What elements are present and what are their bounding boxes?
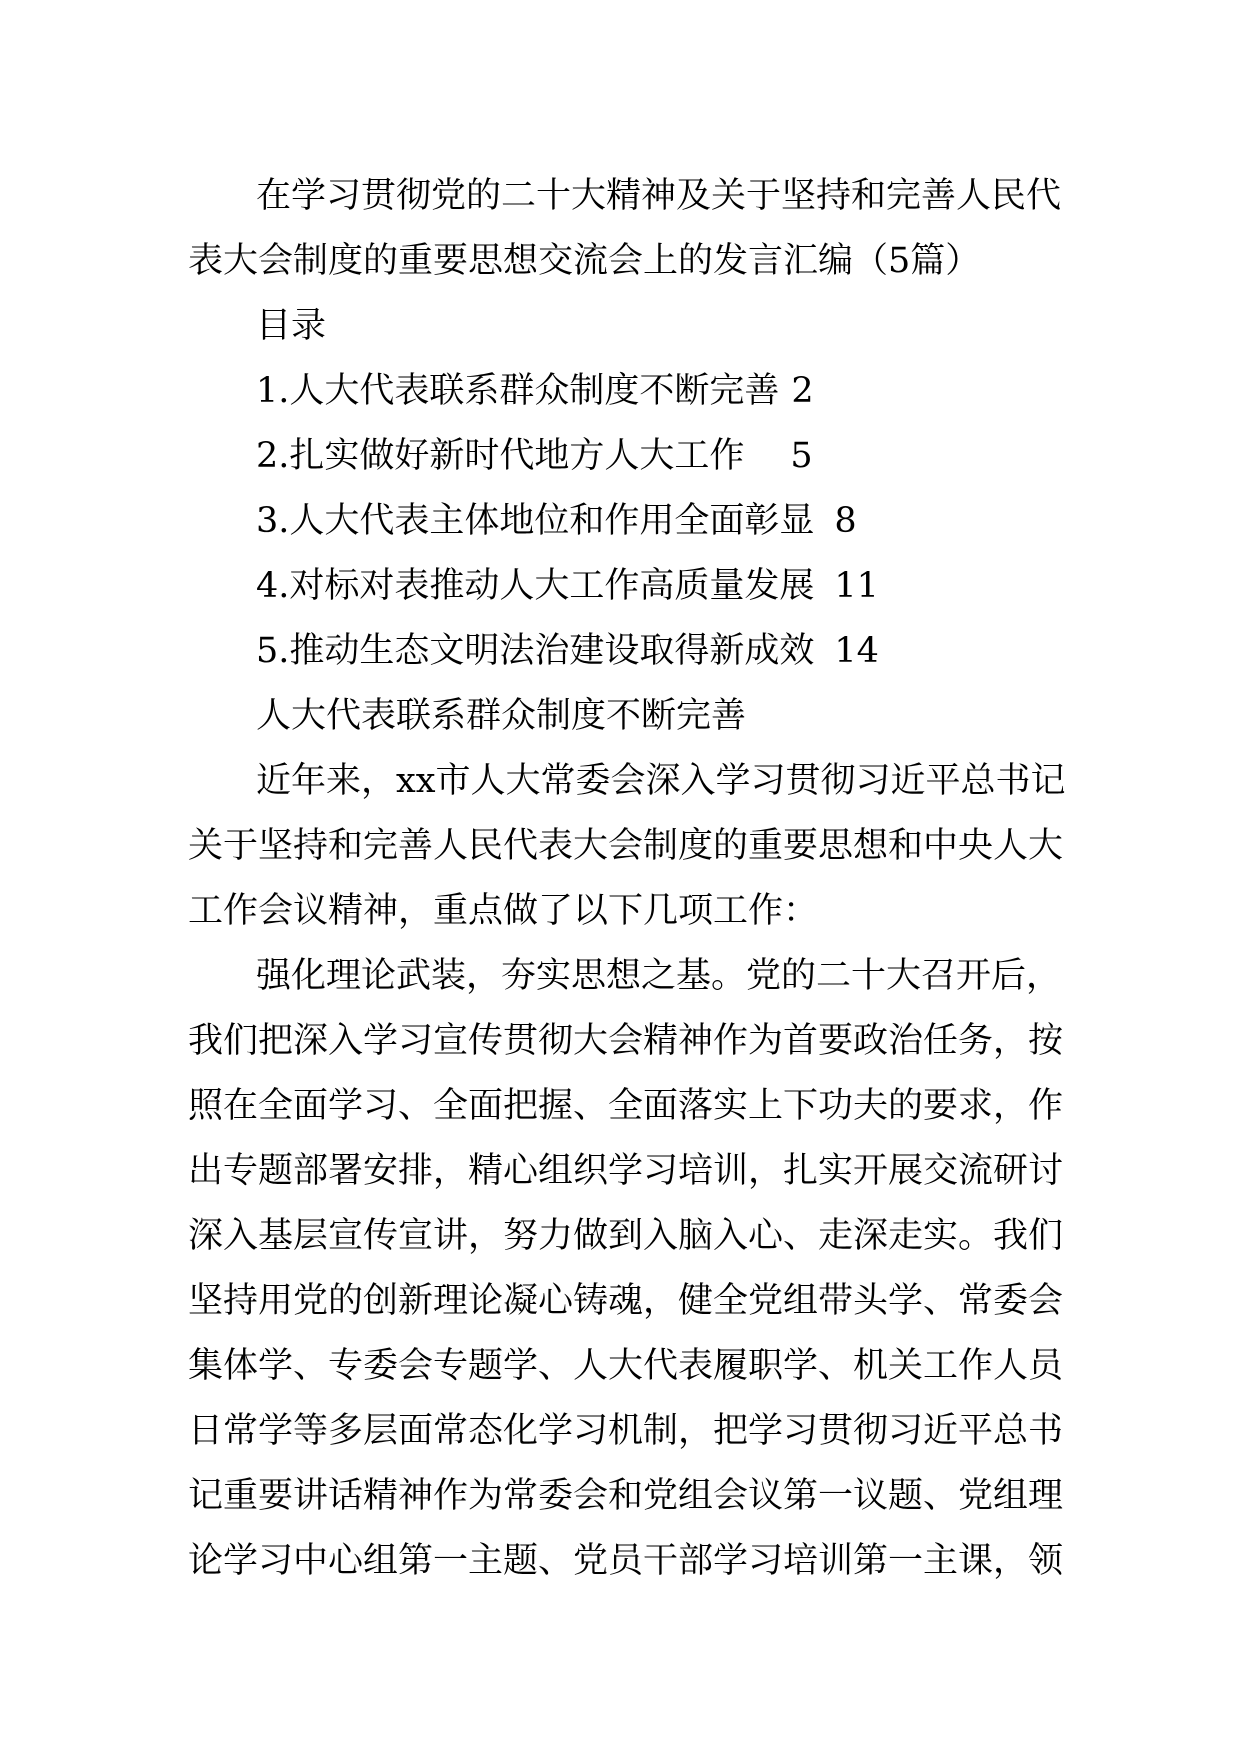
toc-entry-title: 4.对标对表推动人大工作高质量发展 [256, 566, 815, 606]
paragraph-2 [188, 944, 1064, 1594]
paragraph-line: 深入基层宣传宣讲，努力做到入脑入心、走深走实。我们 [188, 1216, 1064, 1256]
toc-entry-title: 5.推动生态文明法治建设取得新成效 [256, 631, 815, 671]
toc-entry-page: 5 [790, 436, 813, 476]
toc-entry-title: 2.扎实做好新时代地方人大工作 [256, 436, 745, 476]
paragraph-line: 我们把深入学习宣传贯彻大会精神作为首要政治任务，按 [188, 1021, 1064, 1061]
toc-entry-2[interactable] [188, 424, 1054, 489]
toc-heading: 目录 [256, 306, 327, 346]
paragraph-line: 日常学等多层面常态化学习机制，把学习贯彻习近平总书 [188, 1411, 1064, 1451]
toc-entry-title: 1.人大代表联系群众制度不断完善 [256, 371, 780, 411]
toc-entry-page: 11 [834, 566, 879, 606]
toc-entry-5[interactable] [188, 619, 1054, 684]
document-title-line-2: 表大会制度的重要思想交流会上的发言汇编（5篇） [188, 241, 981, 281]
toc-entry-page: 8 [834, 501, 857, 541]
toc-entry-1[interactable] [188, 359, 1054, 424]
paragraph-line: 工作会议精神，重点做了以下几项工作： [188, 891, 819, 931]
paragraph-line: 论学习中心组第一主题、党员干部学习培训第一主课，领 [188, 1541, 1064, 1581]
toc-entry-page: 14 [834, 631, 879, 671]
paragraph-line: 近年来，xx市人大常委会深入学习贯彻习近平总书记 [256, 761, 1066, 801]
paragraph-line: 坚持用党的创新理论凝心铸魂，健全党组带头学、常委会 [188, 1281, 1064, 1321]
toc-entry-3[interactable] [188, 489, 1054, 554]
section-heading: 人大代表联系群众制度不断完善 [256, 696, 747, 736]
paragraph-line: 记重要讲话精神作为常委会和党组会议第一议题、党组理 [188, 1476, 1064, 1516]
paragraph-line: 强化理论武装，夯实思想之基。党的二十大召开后， [256, 956, 1062, 996]
toc-entry-page: 2 [791, 371, 814, 411]
paragraph-line: 照在全面学习、全面把握、全面落实上下功夫的要求，作 [188, 1086, 1064, 1126]
document-title-line-1: 在学习贯彻党的二十大精神及关于坚持和完善人民代 [256, 176, 1062, 216]
paragraph-line: 关于坚持和完善人民代表大会制度的重要思想和中央人大 [188, 826, 1064, 866]
document-content [188, 164, 1066, 1594]
paragraph-1 [188, 749, 1066, 944]
toc-entry-4[interactable] [188, 554, 1054, 619]
paragraph-line: 出专题部署安排，精心组织学习培训，扎实开展交流研讨 [188, 1151, 1064, 1191]
toc-entry-title: 3.人大代表主体地位和作用全面彰显 [256, 501, 815, 541]
paragraph-line: 集体学、专委会专题学、人大代表履职学、机关工作人员 [188, 1346, 1064, 1386]
